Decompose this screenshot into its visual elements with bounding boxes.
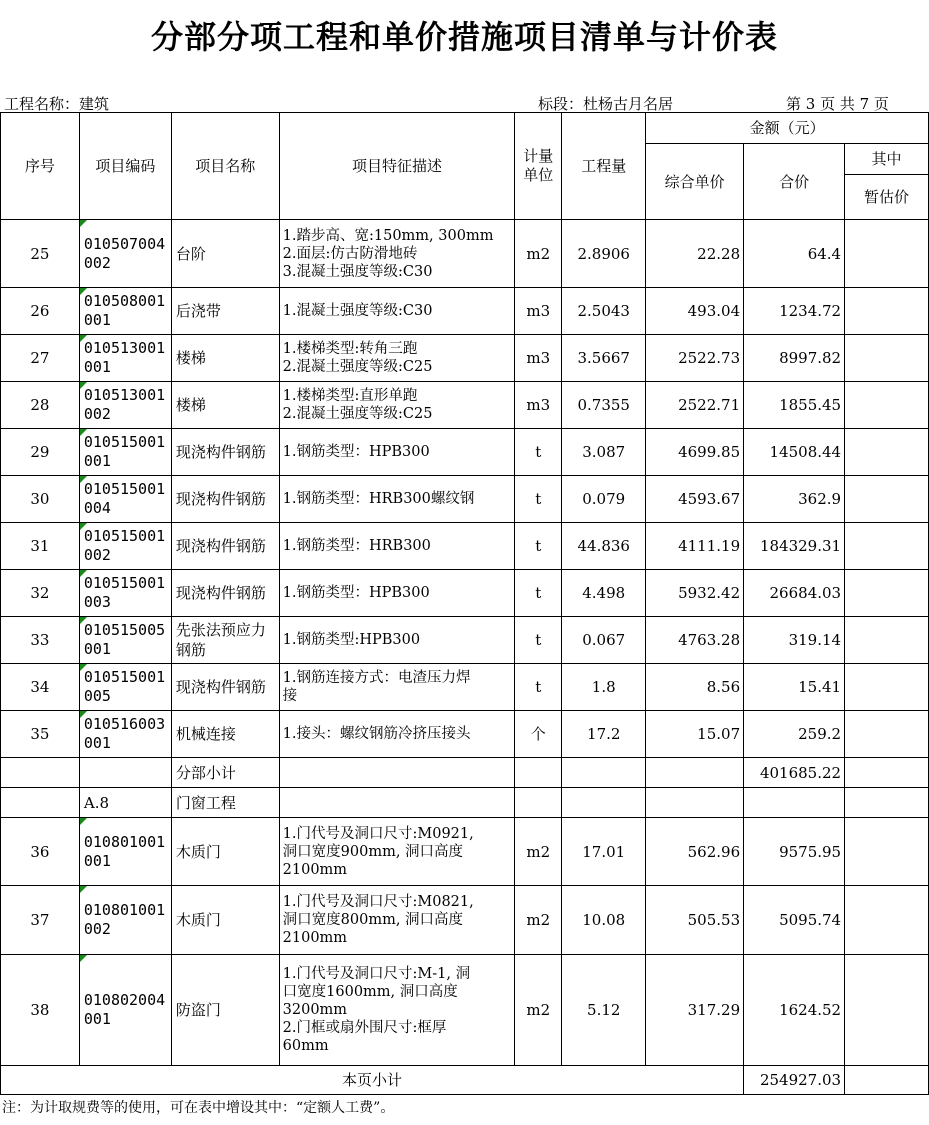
code-text: 010801001 001 (83, 832, 166, 870)
total-cell: 319.14 (744, 617, 845, 664)
price-cell: 22.28 (646, 220, 744, 288)
code-cell (79, 288, 171, 335)
desc-cell: 1.门代号及洞口尺寸:M0921, 洞口宽度900mm, 洞口高度 2100mm (279, 818, 515, 886)
cell-marker-icon (80, 429, 87, 436)
name-cell: 现浇构件钢筋 (171, 664, 279, 711)
cell-marker-icon (80, 523, 87, 530)
seq-cell: 34 (1, 664, 80, 711)
provisional-cell (845, 955, 929, 1066)
table-row (1, 664, 929, 711)
col-seq: 序号 (1, 113, 80, 220)
code-cell (79, 617, 171, 664)
empty-cell (845, 788, 929, 818)
table-row (1, 758, 929, 788)
table-row (1, 617, 929, 664)
code-cell (79, 711, 171, 758)
desc-cell: 1.钢筋类型:HPB300 (279, 617, 515, 664)
name-cell: 后浇带 (171, 288, 279, 335)
code-cell (79, 335, 171, 382)
total-cell: 9575.95 (744, 818, 845, 886)
total-cell: 1855.45 (744, 382, 845, 429)
provisional-cell (845, 711, 929, 758)
empty-cell (845, 1066, 929, 1095)
qty-cell: 2.8906 (562, 220, 646, 288)
cell-marker-icon (80, 818, 87, 825)
empty-cell (1, 788, 80, 818)
empty-cell (646, 788, 744, 818)
price-cell: 493.04 (646, 288, 744, 335)
desc-cell: 1.楼梯类型:转角三跑 2.混凝土强度等级:C25 (279, 335, 515, 382)
code-text: 010516003 001 (83, 715, 166, 752)
col-provisional: 暂估价 (845, 175, 929, 220)
code-text: 010515001 001 (83, 433, 166, 470)
col-total: 合价 (744, 144, 845, 220)
name-cell: 机械连接 (171, 711, 279, 758)
table-row (1, 288, 929, 335)
code-cell (79, 523, 171, 570)
desc-cell: 1.钢筋类型：HPB300 (279, 570, 515, 617)
col-unit-price: 综合单价 (646, 144, 744, 220)
code-cell (79, 220, 171, 288)
code-text: 010515005 001 (83, 621, 166, 658)
price-cell: 4699.85 (646, 429, 744, 476)
name-cell: 台阶 (171, 220, 279, 288)
col-name: 项目名称 (171, 113, 279, 220)
cell-marker-icon (80, 220, 87, 227)
col-desc: 项目特征描述 (279, 113, 515, 220)
provisional-cell (845, 570, 929, 617)
price-cell: 317.29 (646, 955, 744, 1066)
code-text: 010508001 001 (83, 292, 166, 329)
unit-cell: m2 (515, 818, 562, 886)
name-cell: 现浇构件钢筋 (171, 523, 279, 570)
section-name: 标段：杜杨古月名居 (538, 95, 674, 113)
unit-cell: m2 (515, 886, 562, 955)
cell-marker-icon (80, 382, 87, 389)
price-cell: 4111.19 (646, 523, 744, 570)
seq-cell: 35 (1, 711, 80, 758)
provisional-cell (845, 382, 929, 429)
desc-cell: 1.踏步高、宽:150mm, 300mm 2.面层:仿古防滑地砖 3.混凝土强度等级:C30 (279, 220, 515, 288)
cell-marker-icon (80, 711, 87, 718)
provisional-cell (845, 523, 929, 570)
name-cell: 楼梯 (171, 335, 279, 382)
code-cell (79, 570, 171, 617)
seq-cell: 26 (1, 288, 80, 335)
project-name: 工程名称：建筑 (4, 95, 110, 113)
cell-marker-icon (80, 476, 87, 483)
unit-cell: 个 (515, 711, 562, 758)
price-cell: 8.56 (646, 664, 744, 711)
page-total-label: 本页小计 (1, 1066, 744, 1095)
cell-marker-icon (80, 335, 87, 342)
code-text: 010515001 003 (83, 574, 166, 611)
table-row (1, 476, 929, 523)
table-row (1, 886, 929, 955)
total-cell: 1624.52 (744, 955, 845, 1066)
col-code: 项目编码 (79, 113, 171, 220)
empty-cell (279, 758, 515, 788)
seq-cell: 31 (1, 523, 80, 570)
col-unit: 计量 单位 (515, 113, 562, 220)
name-cell: 现浇构件钢筋 (171, 429, 279, 476)
provisional-cell (845, 886, 929, 955)
code-text: 010513001 001 (83, 339, 166, 376)
table-row (1, 523, 929, 570)
table-row (1, 711, 929, 758)
total-cell: 26684.03 (744, 570, 845, 617)
code-text: 010513001 002 (83, 386, 166, 423)
name-cell: 防盗门 (171, 955, 279, 1066)
empty-cell (279, 788, 515, 818)
desc-cell: 1.钢筋类型：HRB300 (279, 523, 515, 570)
provisional-cell (845, 220, 929, 288)
table-row (1, 1066, 929, 1095)
qty-cell: 17.01 (562, 818, 646, 886)
unit-cell: m2 (515, 955, 562, 1066)
code-cell (79, 818, 171, 886)
qty-cell: 5.12 (562, 955, 646, 1066)
subtotal-label: 分部小计 (171, 758, 279, 788)
desc-cell: 1.门代号及洞口尺寸:M-1, 洞 口宽度1600mm, 洞口高度 3200mm 2.门框或扇外围尺寸:框厚 60mm (279, 955, 515, 1066)
seq-cell: 32 (1, 570, 80, 617)
provisional-cell (845, 476, 929, 523)
empty-cell (1, 758, 80, 788)
empty-cell (562, 758, 646, 788)
cell-marker-icon (80, 955, 87, 962)
name-cell: 木质门 (171, 886, 279, 955)
empty-cell (79, 758, 171, 788)
code-text: 010515001 002 (83, 527, 166, 564)
unit-cell: t (515, 617, 562, 664)
page-title: 分部分项工程和单价措施项目清单与计价表 (150, 18, 778, 56)
unit-cell: t (515, 570, 562, 617)
code-cell (79, 955, 171, 1066)
unit-cell: m3 (515, 288, 562, 335)
qty-cell: 0.067 (562, 617, 646, 664)
page-total-value: 254927.03 (744, 1066, 845, 1095)
empty-cell (845, 758, 929, 788)
provisional-cell (845, 617, 929, 664)
table-row (1, 382, 929, 429)
cell-marker-icon (80, 570, 87, 577)
desc-cell: 1.钢筋连接方式：电渣压力焊 接 (279, 664, 515, 711)
qty-cell: 3.087 (562, 429, 646, 476)
empty-cell (744, 788, 845, 818)
seq-cell: 28 (1, 382, 80, 429)
code-text: 010515001 005 (83, 668, 166, 705)
section-name: 门窗工程 (171, 788, 279, 818)
cell-marker-icon (80, 886, 87, 893)
code-cell (79, 886, 171, 955)
provisional-cell (845, 429, 929, 476)
code-text: 010515001 004 (83, 480, 166, 517)
table-row (1, 788, 929, 818)
provisional-cell (845, 664, 929, 711)
total-cell: 259.2 (744, 711, 845, 758)
code-cell (79, 382, 171, 429)
seq-cell: 38 (1, 955, 80, 1066)
col-of-which: 其中 (845, 144, 929, 175)
seq-cell: 37 (1, 886, 80, 955)
desc-cell: 1.楼梯类型:直形单跑 2.混凝土强度等级:C25 (279, 382, 515, 429)
qty-cell: 4.498 (562, 570, 646, 617)
unit-cell: m2 (515, 220, 562, 288)
total-cell: 362.9 (744, 476, 845, 523)
qty-cell: 10.08 (562, 886, 646, 955)
unit-cell: t (515, 523, 562, 570)
seq-cell: 27 (1, 335, 80, 382)
code-text: 010507004 002 (83, 234, 166, 272)
code-cell (79, 476, 171, 523)
name-cell: 先张法预应力 钢筋 (171, 617, 279, 664)
table-row (1, 220, 929, 288)
subtotal-value: 401685.22 (744, 758, 845, 788)
cell-marker-icon (80, 664, 87, 671)
code-text: 010801001 002 (83, 901, 166, 938)
price-cell: 4593.67 (646, 476, 744, 523)
table-row (1, 570, 929, 617)
provisional-cell (845, 335, 929, 382)
qty-cell: 0.079 (562, 476, 646, 523)
desc-cell: 1.钢筋类型：HRB300螺纹钢 (279, 476, 515, 523)
unit-cell: t (515, 664, 562, 711)
cell-marker-icon (80, 288, 87, 295)
col-qty: 工程量 (562, 113, 646, 220)
desc-cell: 1.混凝土强度等级:C30 (279, 288, 515, 335)
total-cell: 8997.82 (744, 335, 845, 382)
col-amount: 金额（元） (646, 113, 929, 144)
unit-cell: m3 (515, 335, 562, 382)
unit-cell: m3 (515, 382, 562, 429)
footnote: 注：为计取规费等的使用，可在表中增设其中：“定额人工费”。 (2, 1100, 395, 1116)
name-cell: 木质门 (171, 818, 279, 886)
code-cell (79, 664, 171, 711)
qty-cell: 0.7355 (562, 382, 646, 429)
price-cell: 4763.28 (646, 617, 744, 664)
empty-cell (646, 758, 744, 788)
section-code: A.8 (79, 788, 171, 818)
price-cell: 2522.73 (646, 335, 744, 382)
qty-cell: 2.5043 (562, 288, 646, 335)
name-cell: 楼梯 (171, 382, 279, 429)
desc-cell: 1.门代号及洞口尺寸:M0821, 洞口宽度800mm, 洞口高度 2100mm (279, 886, 515, 955)
empty-cell (515, 758, 562, 788)
total-cell: 14508.44 (744, 429, 845, 476)
code-cell (79, 429, 171, 476)
total-cell: 15.41 (744, 664, 845, 711)
price-cell: 5932.42 (646, 570, 744, 617)
unit-cell: t (515, 476, 562, 523)
seq-cell: 29 (1, 429, 80, 476)
provisional-cell (845, 288, 929, 335)
name-cell: 现浇构件钢筋 (171, 570, 279, 617)
unit-cell: t (515, 429, 562, 476)
qty-cell: 1.8 (562, 664, 646, 711)
table-row (1, 429, 929, 476)
total-cell: 1234.72 (744, 288, 845, 335)
seq-cell: 25 (1, 220, 80, 288)
name-cell: 现浇构件钢筋 (171, 476, 279, 523)
price-cell: 15.07 (646, 711, 744, 758)
page-number: 第 3 页 共 7 页 (786, 95, 889, 113)
seq-cell: 30 (1, 476, 80, 523)
seq-cell: 36 (1, 818, 80, 886)
total-cell: 5095.74 (744, 886, 845, 955)
price-cell: 562.96 (646, 818, 744, 886)
table-row (1, 955, 929, 1066)
qty-cell: 3.5667 (562, 335, 646, 382)
desc-cell: 1.钢筋类型：HPB300 (279, 429, 515, 476)
table-row (1, 818, 929, 886)
price-cell: 2522.71 (646, 382, 744, 429)
total-cell: 184329.31 (744, 523, 845, 570)
cell-marker-icon (80, 617, 87, 624)
empty-cell (515, 788, 562, 818)
pricing-table (0, 112, 929, 1095)
qty-cell: 44.836 (562, 523, 646, 570)
code-text: 010802004 001 (83, 991, 166, 1028)
total-cell: 64.4 (744, 220, 845, 288)
table-row (1, 335, 929, 382)
price-cell: 505.53 (646, 886, 744, 955)
empty-cell (562, 788, 646, 818)
qty-cell: 17.2 (562, 711, 646, 758)
desc-cell: 1.接头：螺纹钢筋冷挤压接头 (279, 711, 515, 758)
seq-cell: 33 (1, 617, 80, 664)
provisional-cell (845, 818, 929, 886)
